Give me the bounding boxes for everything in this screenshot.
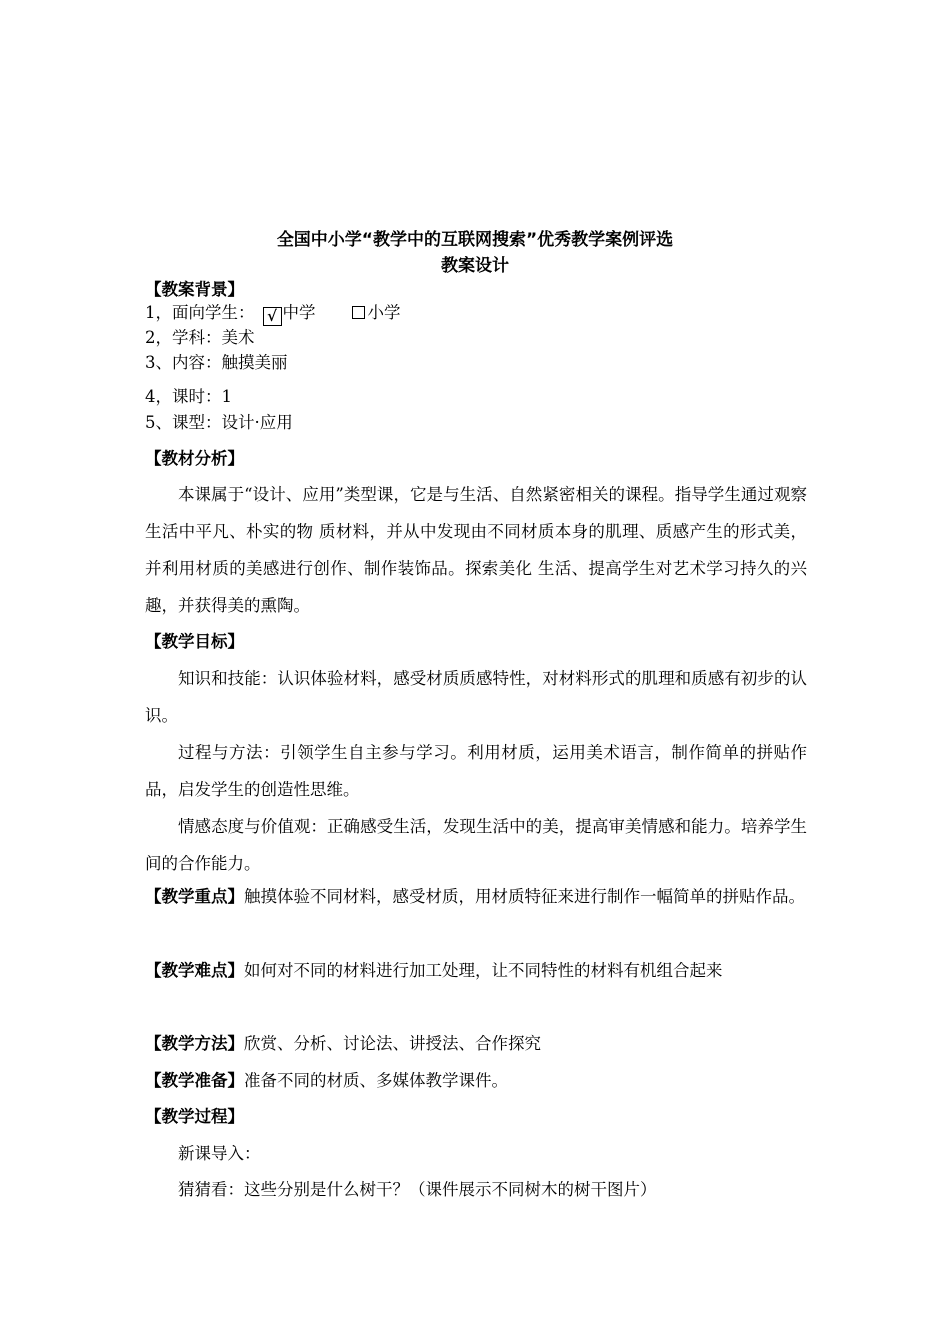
background-heading: 【教案背景】 [145,280,244,299]
process-heading: 【教学过程】 [145,1107,244,1126]
prep-heading: 【教学准备】 [145,1071,244,1090]
method-heading: 【教学方法】 [145,1034,244,1053]
subject-line: 2，学科：美术 [145,328,255,347]
keypoint-text: 触摸体验不同材料，感受材质，用材质特征来进行制作一幅简单的拼贴作品。 [244,887,805,906]
audience-label: 1，面向学生： [145,303,255,322]
audience-option-primary: 小学 [367,303,401,322]
goals-heading: 【教学目标】 [145,632,244,651]
goals-process-paragraph: 过程与方法：引领学生自主参与学习。利用材质，运用美术语言，制作简单的拼贴作品，启发学生的创造性思维。 [145,743,807,799]
difficulty-heading: 【教学难点】 [145,961,244,980]
method-line [145,1033,541,1055]
keypoint-paragraph [145,878,807,915]
method-text: 欣赏、分析、讨论法、讲授法、合作探究 [244,1034,541,1053]
empty-checkbox-icon [352,306,365,319]
process-intro: 新课导入： [178,1144,261,1163]
analysis-heading: 【教材分析】 [145,449,244,468]
goals-emotion-paragraph: 情感态度与价值观：正确感受生活，发现生活中的美，提高审美情感和能力。培养学生间的合作能力。 [145,817,807,873]
hours-line: 4，课时：1 [145,387,232,406]
keypoint-heading: 【教学重点】 [145,887,244,906]
difficulty-paragraph [145,952,807,989]
difficulty-text: 如何对不同的材料进行加工处理，让不同特性的材料有机组合起来 [244,961,723,980]
analysis-paragraph: 本课属于“设计、应用”类型课，它是与生活、自然紧密相关的课程。指导学生通过观察生活中平凡、朴实的物 质材料，并从中发现由不同材质本身的肌理、质感产生的形式美，并利用材质的美感进行创作、制作装饰品。探索美化 生活、提高学生对艺术学习持久的兴趣，并获得美的熏陶。 [145,485,807,615]
type-line: 5、课型：设计·应用 [145,413,293,432]
goals-knowledge-paragraph: 知识和技能：认识体验材料，感受材质质感特性，对材料形式的肌理和质感有初步的认识。 [145,669,807,725]
checked-checkbox-icon: √ [263,307,282,326]
prep-line [145,1070,508,1092]
audience-option-middle: 中学 [282,303,316,322]
process-guess: 猜猜看：这些分别是什么树干？（课件展示不同树木的树干图片） [178,1180,657,1199]
audience-line [145,302,401,326]
content-line: 3、内容：触摸美丽 [145,353,288,372]
document-title: 全国中小学“教学中的互联网搜索”优秀教学案例评选 [276,230,674,250]
prep-text: 准备不同的材质、多媒体教学课件。 [244,1071,508,1090]
document-subtitle: 教案设计 [441,256,509,276]
